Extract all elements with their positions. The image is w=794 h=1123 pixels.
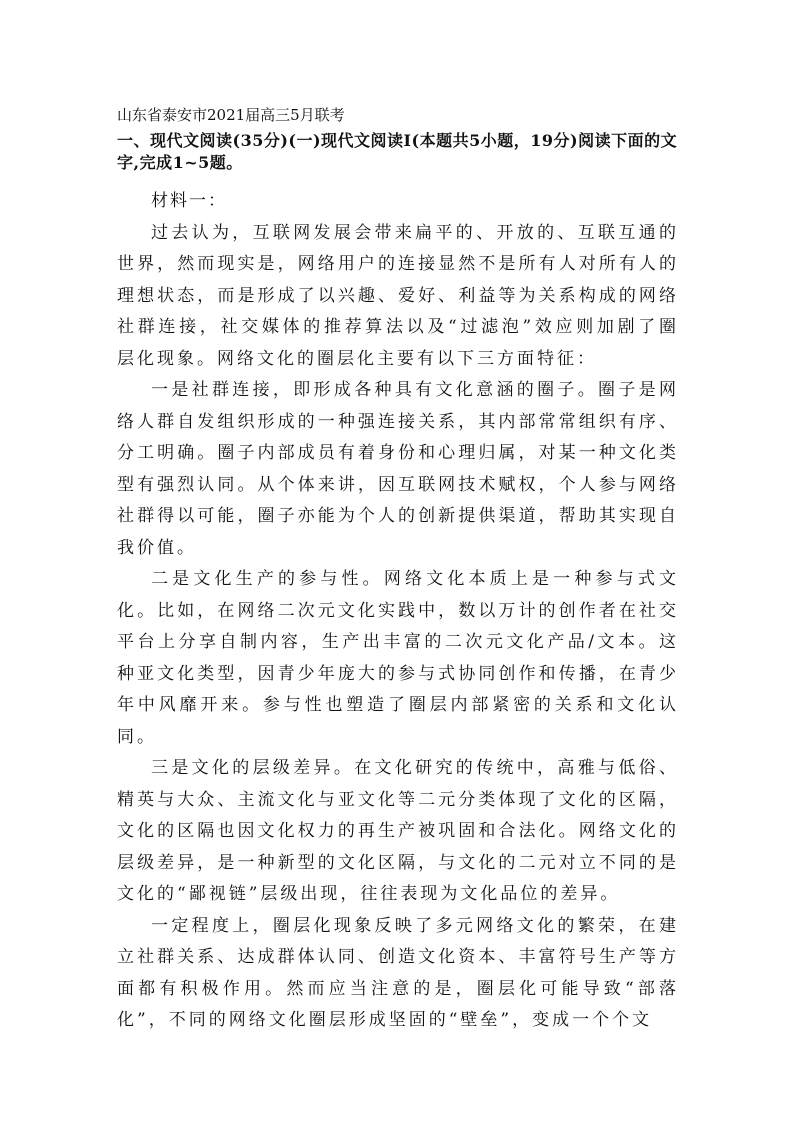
- document-page: [117, 104, 679, 1037]
- section-heading: 一、现代文阅读(35分)(一)现代文阅读Ⅰ(本题共5小题，19分)阅读下面的文字,完成1~5题。: [117, 131, 678, 172]
- paragraph-1: 过去认为，互联网发展会带来扁平的、开放的、互联互通的世界，然而现实是，网络用户的连接显然不是所有人对所有人的理想状态，而是形成了以兴趣、爱好、利益等为关系构成的网络社群连接，社交媒体的推荐算法以及“过滤泡”效应则加剧了圈层化现象。网络文化的圈层化主要有以下三方面特征：: [117, 222, 679, 369]
- document-title: 山东省泰安市2021届高三5月联考: [117, 106, 345, 124]
- paragraph-3: 二是文化生产的参与性。网络文化本质上是一种参与式文化。比如，在网络二次元文化实践中，数以万计的创作者在社交平台上分享自制内容，生产出丰富的二次元文化产品/文本。这种亚文化类型，因青少年庞大的参与式协同创作和传播，在青少年中风靡开来。参与性也塑造了圈层内部紧密的关系和文化认同。: [117, 569, 679, 747]
- material-label: 材料一：: [151, 191, 227, 211]
- paragraph-5: 一定程度上，圈层化现象反映了多元网络文化的繁荣，在建立社群关系、达成群体认同、创造文化资本、丰富符号生产等方面都有积极作用。然而应当注意的是，圈层化可能导致“部落化”，不同的网络文化圈层形成坚固的“壁垒”，变成一个个文: [117, 915, 679, 1030]
- paragraph-2: 一是社群连接，即形成各种具有文化意涵的圈子。圈子是网络人群自发组织形成的一种强连接关系，其内部常常组织有序、分工明确。圈子内部成员有着身份和心理归属，对某一种文化类型有强烈认同。从个体来讲，因互联网技术赋权，个人参与网络社群得以可能，圈子亦能为个人的创新提供渠道，帮助其实现自我价值。: [117, 380, 679, 558]
- paragraph-4: 三是文化的层级差异。在文化研究的传统中，高雅与低俗、精英与大众、主流文化与亚文化等二元分类体现了文化的区隔，文化的区隔也因文化权力的再生产被巩固和合法化。网络文化的层级差异，是一种新型的文化区隔，与文化的二元对立不同的是文化的“鄙视链”层级出现，往往表现为文化品位的差异。: [117, 758, 679, 904]
